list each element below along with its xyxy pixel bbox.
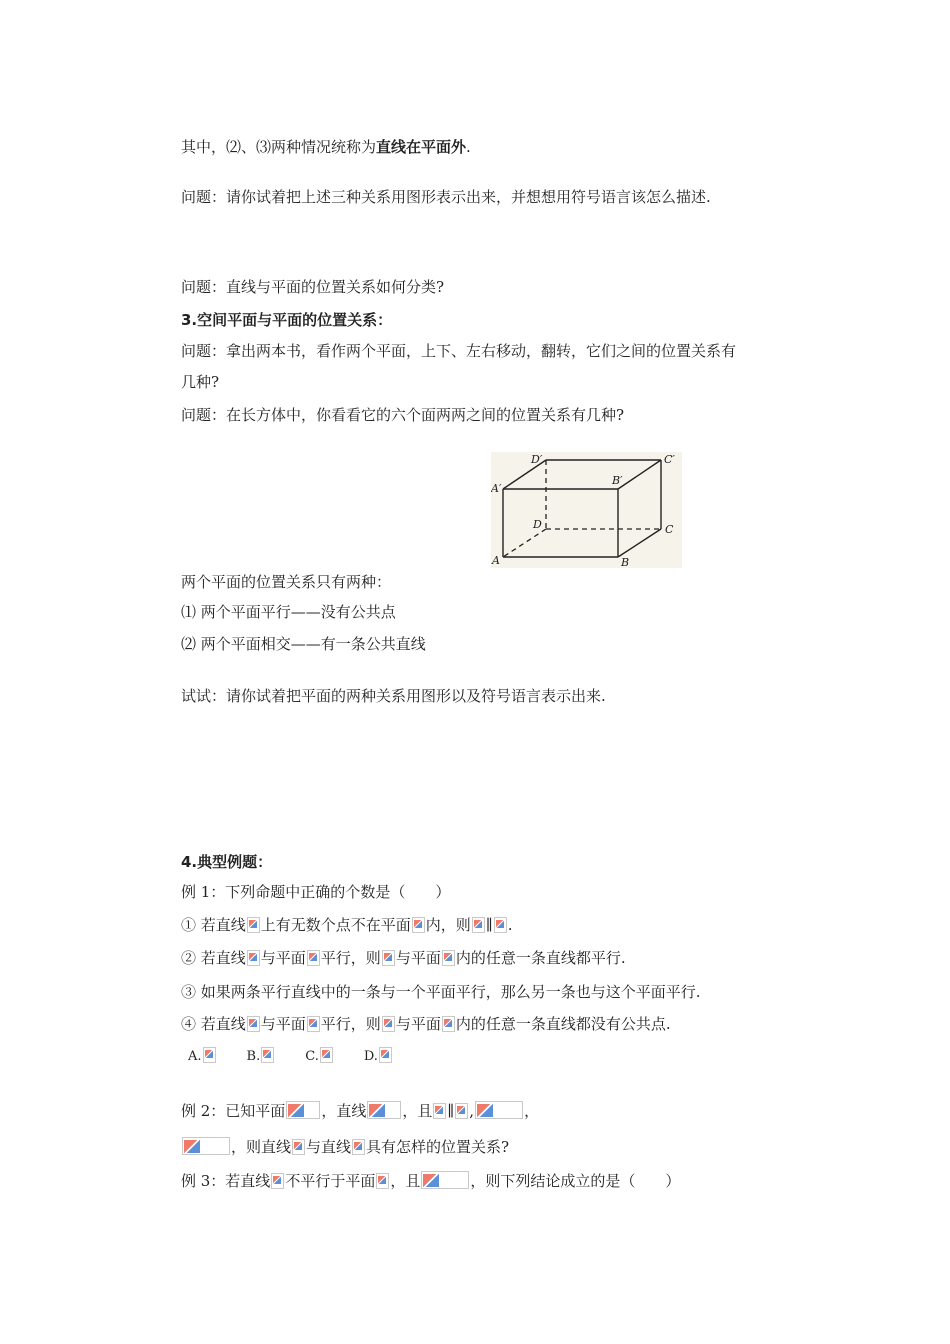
vertex-label: D′	[531, 453, 543, 466]
example-line	[181, 1101, 539, 1121]
example-title: 例 1：下列命题中正确的个数是（ ）	[181, 883, 451, 901]
example-line	[181, 1137, 509, 1157]
vertex-label: A′	[491, 482, 502, 495]
text-segment: 内的任意一条直线都平行.	[455, 949, 626, 967]
formula-image-placeholder	[412, 917, 425, 933]
formula-image-placeholder	[307, 950, 320, 966]
formula-image-placeholder	[367, 1101, 401, 1119]
text-segment: ,	[469, 1102, 475, 1120]
formula-image-placeholder	[379, 1047, 392, 1063]
formula-image-placeholder	[376, 1173, 389, 1189]
text-segment: 与平面	[260, 949, 306, 967]
formula-image-placeholder	[433, 1103, 446, 1119]
text-segment: 内的任意一条直线都没有公共点.	[455, 1015, 671, 1033]
text-segment: 与平面	[395, 1015, 441, 1033]
question-line: 问题：在长方体中，你看看它的六个面两两之间的位置关系有几种?	[181, 406, 625, 424]
section-heading: 3.空间平面与平面的位置关系：	[181, 311, 393, 329]
formula-image-placeholder	[475, 1101, 523, 1119]
vertex-label: B′	[612, 474, 623, 487]
vertex-label: B	[621, 556, 630, 568]
text-segment: ④ 若直线	[181, 1015, 246, 1033]
formula-image-placeholder	[320, 1047, 333, 1063]
text-segment: ，	[524, 1102, 540, 1120]
question-line: 问题：拿出两本书，看作两个平面，上下、左右移动，翻转，它们之间的位置关系有	[181, 342, 737, 360]
section-heading: 4.典型例题：	[181, 853, 273, 871]
formula-image-placeholder	[247, 1016, 260, 1032]
formula-image-placeholder	[286, 1101, 320, 1119]
list-item: ⑵ 两个平面相交——有一条公共直线	[181, 635, 426, 653]
formula-image-placeholder	[455, 1103, 468, 1119]
option-a: A.	[188, 1049, 202, 1064]
text-segment: ① 若直线	[181, 916, 246, 934]
option-b: B.	[246, 1049, 261, 1064]
text-segment: ∥	[447, 1102, 455, 1120]
text-line: 两个平面的位置关系只有两种：	[181, 573, 392, 591]
formula-image-placeholder	[442, 1016, 455, 1032]
text-segment: ，且	[390, 1172, 421, 1190]
text-segment: 上有无数个点不在平面	[260, 916, 411, 934]
bold-term: 直线在平面外	[376, 138, 467, 156]
formula-image-placeholder	[247, 950, 260, 966]
text-segment: 与平面	[260, 1015, 306, 1033]
text-segment: ，则直线	[231, 1138, 292, 1156]
formula-image-placeholder	[182, 1137, 230, 1155]
formula-image-placeholder	[494, 917, 507, 933]
text-line	[181, 137, 471, 157]
option-d: D.	[363, 1049, 378, 1064]
cuboid-figure	[491, 452, 682, 568]
formula-image-placeholder	[203, 1047, 216, 1063]
example-line	[181, 1171, 680, 1191]
vertex-label: A	[492, 554, 500, 567]
formula-image-placeholder	[382, 950, 395, 966]
vertex-label: C	[665, 523, 674, 536]
text-segment: ② 若直线	[181, 949, 246, 967]
figure-background	[491, 452, 682, 568]
text-segment: 内，则	[425, 916, 471, 934]
formula-image-placeholder	[442, 950, 455, 966]
text-segment: .	[507, 916, 513, 934]
text-segment: 其中，⑵、⑶两种情况统称为	[181, 138, 377, 156]
text-segment: 平行，则	[320, 1015, 381, 1033]
text-segment: .	[466, 138, 471, 156]
text-segment: ∥	[485, 916, 493, 934]
formula-image-placeholder	[247, 917, 260, 933]
question-line: 问题：直线与平面的位置关系如何分类?	[181, 278, 445, 296]
proposition-line	[181, 948, 626, 968]
proposition-line	[181, 915, 513, 935]
proposition-line: ③ 如果两条平行直线中的一条与一个平面平行，那么另一条也与这个平面平行.	[181, 983, 701, 1001]
formula-image-placeholder	[292, 1139, 305, 1155]
text-segment: ，则下列结论成立的是（ ）	[470, 1172, 681, 1190]
formula-image-placeholder	[352, 1139, 365, 1155]
formula-image-placeholder	[472, 917, 485, 933]
exercise-line: 试试：请你试着把平面的两种关系用图形以及符号语言表示出来.	[181, 687, 606, 705]
option-c: C.	[305, 1049, 319, 1064]
answer-options	[188, 1047, 393, 1067]
formula-image-placeholder	[421, 1171, 469, 1189]
text-segment: 例 3：若直线	[181, 1172, 271, 1190]
text-segment: 与直线	[306, 1138, 352, 1156]
text-segment: ，直线	[321, 1102, 367, 1120]
formula-image-placeholder	[271, 1173, 284, 1189]
text-segment: 例 2：已知平面	[181, 1102, 286, 1120]
question-line-continued: 几种?	[181, 373, 220, 391]
text-segment: 平行，则	[320, 949, 381, 967]
formula-image-placeholder	[307, 1016, 320, 1032]
text-segment: 不平行于平面	[285, 1172, 376, 1190]
text-segment: ，且	[402, 1102, 433, 1120]
text-segment: 具有怎样的位置关系?	[366, 1138, 510, 1156]
proposition-line	[181, 1014, 671, 1034]
vertex-label: C′	[664, 453, 675, 466]
question-line: 问题：请你试着把上述三种关系用图形表示出来，并想想用符号语言该怎么描述.	[181, 188, 711, 206]
vertex-label: D	[533, 518, 542, 531]
formula-image-placeholder	[261, 1047, 274, 1063]
text-segment: 与平面	[395, 949, 441, 967]
list-item: ⑴ 两个平面平行——没有公共点	[181, 603, 396, 621]
formula-image-placeholder	[382, 1016, 395, 1032]
